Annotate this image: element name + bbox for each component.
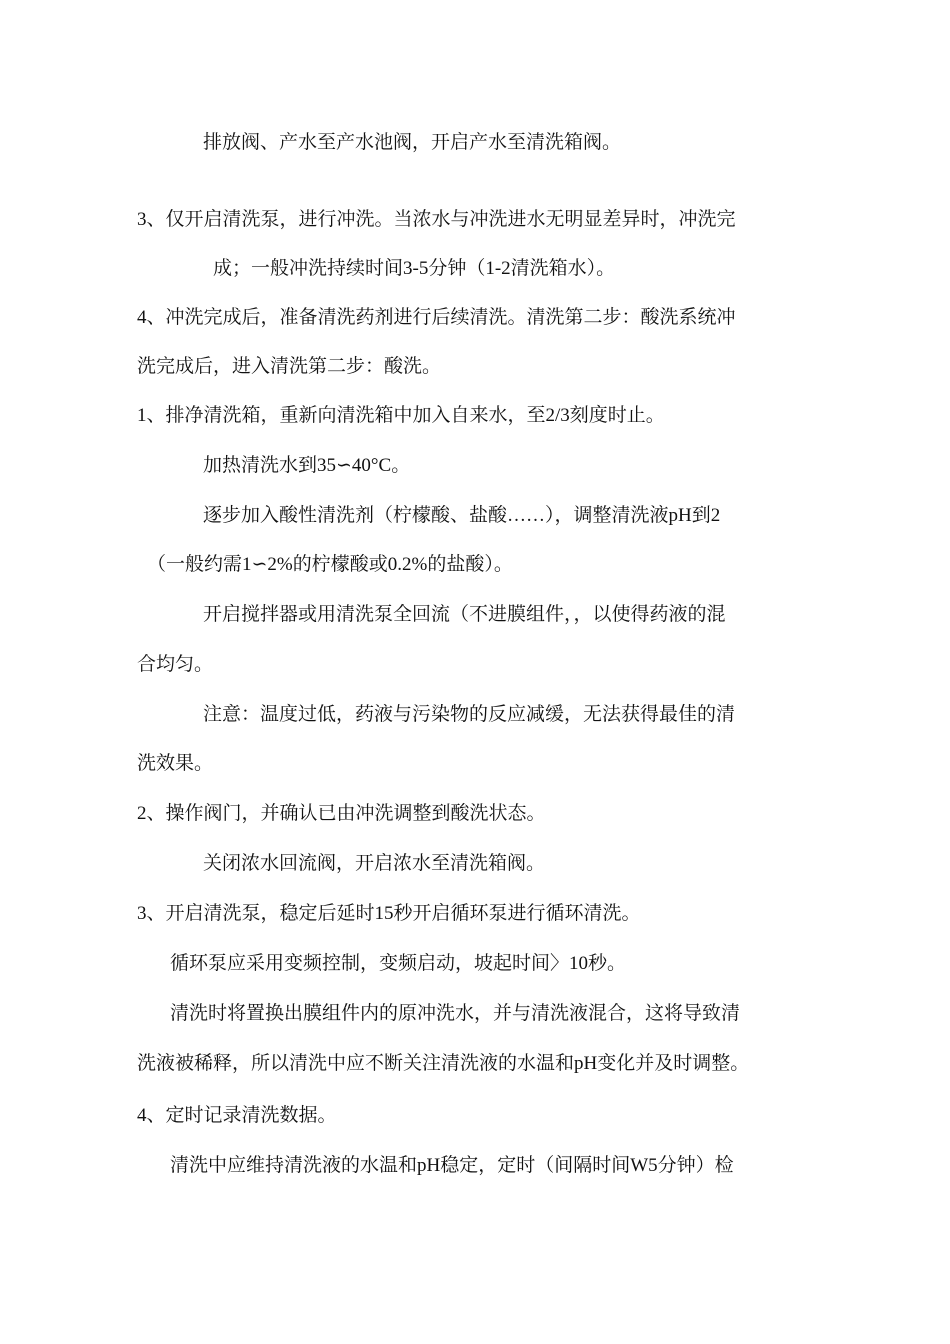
text-line: 加热清洗水到35∽40°C。 xyxy=(203,455,411,476)
text-line: 清洗时将置换出膜组件内的原冲洗水，并与清洗液混合，这将导致清 xyxy=(170,1003,741,1024)
text-line: 2、操作阀门，并确认已由冲洗调整到酸洗状态。 xyxy=(137,803,546,824)
text-line: 洗完成后，进入清洗第二步：酸洗。 xyxy=(137,356,442,377)
text-line: 洗效果。 xyxy=(137,753,214,774)
text-line: 循环泵应采用变频控制，变频启动，坡起时间〉10秒。 xyxy=(170,953,627,974)
text-line: 4、定时记录清洗数据。 xyxy=(137,1105,337,1126)
text-line: 合均匀。 xyxy=(137,654,214,675)
text-line: 3、开启清洗泵，稳定后延时15秒开启循环泵进行循环清洗。 xyxy=(137,903,641,924)
text-line: 4、冲洗完成后，准备清洗药剂进行后续清洗。清洗第二步：酸洗系统冲 xyxy=(137,307,736,328)
text-line: 排放阀、产水至产水池阀，开启产水至清洗箱阀。 xyxy=(203,132,622,153)
text-line: 开启搅拌器或用清洗泵全回流（不进膜组件，，以使得药液的混 xyxy=(203,604,726,625)
text-line: 关闭浓水回流阀，开启浓水至清洗箱阀。 xyxy=(203,853,546,874)
text-line: 注意：温度过低，药液与污染物的反应减缓，无法获得最佳的清 xyxy=(203,704,736,725)
text-line: 成；一般冲洗持续时间3-5分钟（1-2清洗箱水）。 xyxy=(213,258,616,279)
text-line: 清洗中应维持清洗液的水温和pH稳定，定时（间隔时间W5分钟）检 xyxy=(170,1155,734,1176)
text-line: （一般约需1∽2%的柠檬酸或0.2%的盐酸）。 xyxy=(147,554,513,575)
text-line: 逐步加入酸性清洗剂（柠檬酸、盐酸……），调整清洗液pH到2 xyxy=(203,505,721,526)
text-line: 洗液被稀释，所以清洗中应不断关注清洗液的水温和pH变化并及时调整。 xyxy=(137,1053,750,1074)
text-line: 1、排净清洗箱，重新向清洗箱中加入自来水，至2/3刻度时止。 xyxy=(137,405,665,426)
text-line: 3、仅开启清洗泵，进行冲洗。当浓水与冲洗进水无明显差异时，冲洗完 xyxy=(137,209,736,230)
